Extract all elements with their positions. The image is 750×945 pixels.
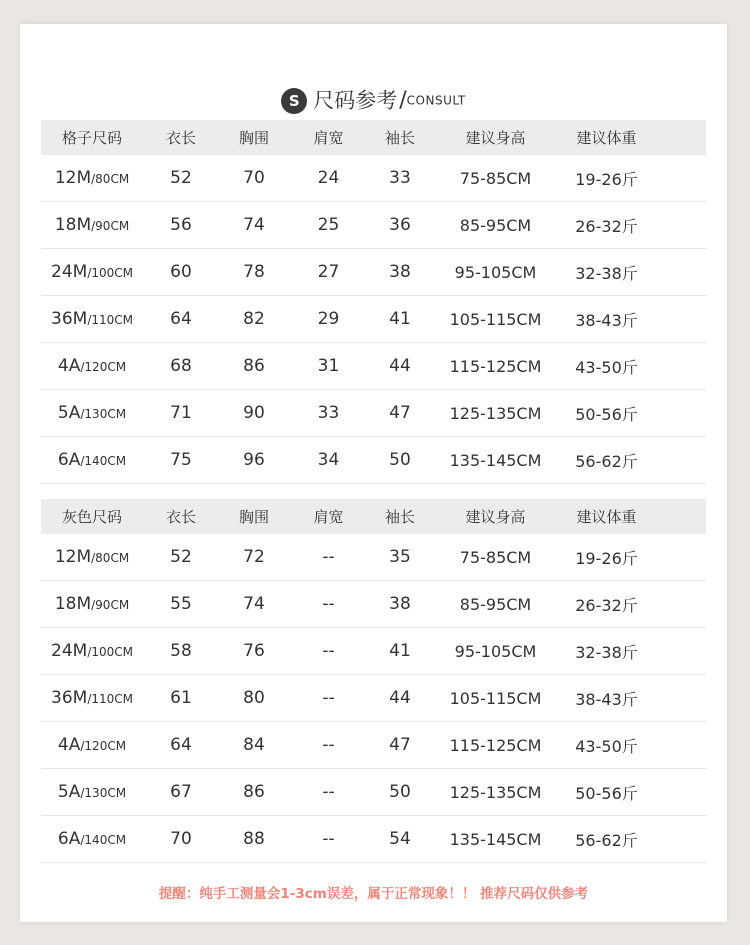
size-cell [41,450,143,470]
chest-cell: 72 [243,547,265,567]
chest-cell: 76 [243,641,265,661]
sleeve-cell: 41 [389,309,411,329]
size-label: 24M [51,641,88,661]
size-cm: /120CM [80,739,127,753]
size-label: 24M [51,262,88,282]
sleeve-cell: 44 [389,688,411,708]
size-cell [41,782,143,802]
size-cell [41,594,143,614]
shoulder-cell: 25 [317,215,340,235]
header-cell: 建议身高 [465,129,526,147]
header-cell: 肩宽 [313,129,344,147]
title-main: 尺码参考 [313,88,398,113]
size-cm: /130CM [80,786,127,800]
size-label: 4A [57,735,81,755]
title-sub: CONSULT [406,93,466,108]
size-cell [41,735,143,755]
weight-cell: 26-32斤 [575,216,638,236]
header-cell: 胸围 [238,508,269,526]
height-cell: 75-85CM [459,168,532,188]
shoulder-cell: 27 [317,262,340,282]
shoulder-cell: 24 [317,168,340,188]
chest-cell: 80 [243,688,265,708]
weight-cell: 43-50斤 [575,736,638,756]
header-cell: 肩宽 [313,508,344,526]
size-label: 36M [51,309,88,329]
height-cell: 105-115CM [449,688,542,708]
table-row [41,437,706,484]
sleeve-cell: 33 [389,168,411,188]
height-cell: 95-105CM [454,262,537,282]
size-label: 5A [57,782,81,802]
height-cell: 85-95CM [459,215,532,235]
length-cell: 75 [170,450,192,470]
length-cell: 52 [170,547,192,567]
table-row [41,343,706,390]
chest-cell: 84 [243,735,265,755]
table-header [41,120,706,155]
sleeve-cell: 38 [389,594,411,614]
shoulder-cell: 34 [317,450,340,470]
sleeve-cell: 54 [389,829,411,849]
sleeve-cell: 38 [389,262,411,282]
header-cell: 建议身高 [465,508,526,526]
header-cell: 衣长 [165,508,196,526]
header-cell: 袖长 [384,508,415,526]
weight-cell: 50-56斤 [575,404,638,424]
size-cell [41,547,143,567]
size-cm: /110CM [87,313,133,327]
size-cm: /100CM [87,266,133,280]
header-cell: 建议体重 [576,508,637,526]
height-cell: 85-95CM [459,594,532,614]
table-row [41,534,706,581]
size-cm: /110CM [87,692,133,706]
size-label: 12M [54,547,92,567]
table-row [41,249,706,296]
chest-cell: 78 [243,262,265,282]
height-cell: 95-105CM [454,641,537,661]
sleeve-cell: 44 [389,356,411,376]
weight-cell: 38-43斤 [575,689,638,709]
size-cm: /100CM [87,645,133,659]
weight-cell: 43-50斤 [575,357,638,377]
size-cell [41,356,143,376]
size-label: 18M [54,594,92,614]
size-label: 12M [54,168,92,188]
weight-cell: 19-26斤 [575,548,638,568]
size-label: 18M [54,215,92,235]
shoulder-cell: -- [322,688,335,708]
height-cell: 75-85CM [459,547,532,567]
sleeve-cell: 50 [389,450,411,470]
size-cell [41,688,143,708]
weight-cell: 32-38斤 [575,263,638,283]
chest-cell: 96 [243,450,265,470]
size-label: 36M [51,688,88,708]
shoulder-cell: -- [322,735,335,755]
size-cm: /120CM [80,360,127,374]
table-row [41,581,706,628]
sleeve-cell: 36 [389,215,411,235]
length-cell: 61 [170,688,192,708]
table-row [41,155,706,202]
length-cell: 64 [170,309,192,329]
height-cell: 135-145CM [449,829,542,849]
table-row [41,202,706,249]
sleeve-cell: 47 [389,403,411,423]
table-row [41,769,706,816]
size-cell [41,309,143,329]
weight-cell: 19-26斤 [575,169,638,189]
table-header [41,499,706,534]
chest-cell: 86 [243,782,265,802]
table-row [41,675,706,722]
size-cm: /90CM [91,219,130,233]
length-cell: 67 [170,782,192,802]
header-cell: 胸围 [238,129,269,147]
shoulder-cell: -- [322,829,335,849]
length-cell: 58 [170,641,192,661]
measurement-note: 提醒：纯手工测量会1-3cm误差，属于正常现象！！ 推荐尺码仅供参考 [158,886,589,902]
length-cell: 60 [170,262,192,282]
sleeve-cell: 35 [389,547,411,567]
chest-cell: 90 [243,403,265,423]
sleeve-cell: 50 [389,782,411,802]
length-cell: 56 [170,215,192,235]
chest-cell: 82 [243,309,265,329]
size-cm: /80CM [91,172,130,186]
size-chart-card [20,24,727,922]
header-cell: 袖长 [384,129,415,147]
shoulder-cell: 29 [317,309,340,329]
height-cell: 135-145CM [449,450,542,470]
length-cell: 71 [170,403,192,423]
size-cell [41,215,143,235]
size-cell [41,641,143,661]
height-cell: 105-115CM [449,309,542,329]
header-cell: 衣长 [165,129,196,147]
size-cell [41,403,143,423]
size-cm: /130CM [80,407,127,421]
shoulder-cell: 33 [317,403,340,423]
table-row [41,296,706,343]
table-row [41,628,706,675]
shoulder-cell: -- [322,547,335,567]
header-size-title: 格子尺码 [61,129,122,147]
chest-cell: 88 [243,829,265,849]
size-cell [41,262,143,282]
weight-cell: 26-32斤 [575,595,638,615]
height-cell: 125-135CM [449,782,542,802]
weight-cell: 38-43斤 [575,310,638,330]
chest-cell: 70 [243,168,265,188]
weight-cell: 56-62斤 [575,451,638,471]
chest-cell: 74 [243,215,265,235]
shoulder-cell: -- [322,641,335,661]
size-cell [41,829,143,849]
size-label: 6A [57,450,81,470]
height-cell: 115-125CM [449,356,542,376]
page-title [20,80,727,120]
size-cm: /140CM [80,454,127,468]
table-row [41,390,706,437]
length-cell: 64 [170,735,192,755]
shoulder-cell: -- [322,594,335,614]
size-label: 4A [57,356,81,376]
size-cm: /140CM [80,833,127,847]
grey-size-table [41,499,706,863]
weight-cell: 56-62斤 [575,830,638,850]
height-cell: 115-125CM [449,735,542,755]
table-row [41,816,706,863]
shoulder-cell: -- [322,782,335,802]
size-cm: /90CM [91,598,130,612]
header-size-title: 灰色尺码 [61,508,122,526]
shoulder-cell: 31 [317,356,340,376]
length-cell: 70 [170,829,192,849]
length-cell: 55 [170,594,192,614]
chest-cell: 86 [243,356,265,376]
table-row [41,722,706,769]
plaid-size-table [41,120,706,484]
chest-cell: 74 [243,594,265,614]
size-cm: /80CM [91,551,130,565]
size-label: 6A [57,829,81,849]
weight-cell: 32-38斤 [575,642,638,662]
header-cell: 建议体重 [576,129,637,147]
height-cell: 125-135CM [449,403,542,423]
size-cell [41,168,143,188]
weight-cell: 50-56斤 [575,783,638,803]
size-s-icon: S [281,88,307,114]
length-cell: 52 [170,168,192,188]
sleeve-cell: 41 [389,641,411,661]
title-slash: / [399,87,407,113]
length-cell: 68 [170,356,192,376]
sleeve-cell: 47 [389,735,411,755]
size-label: 5A [57,403,81,423]
